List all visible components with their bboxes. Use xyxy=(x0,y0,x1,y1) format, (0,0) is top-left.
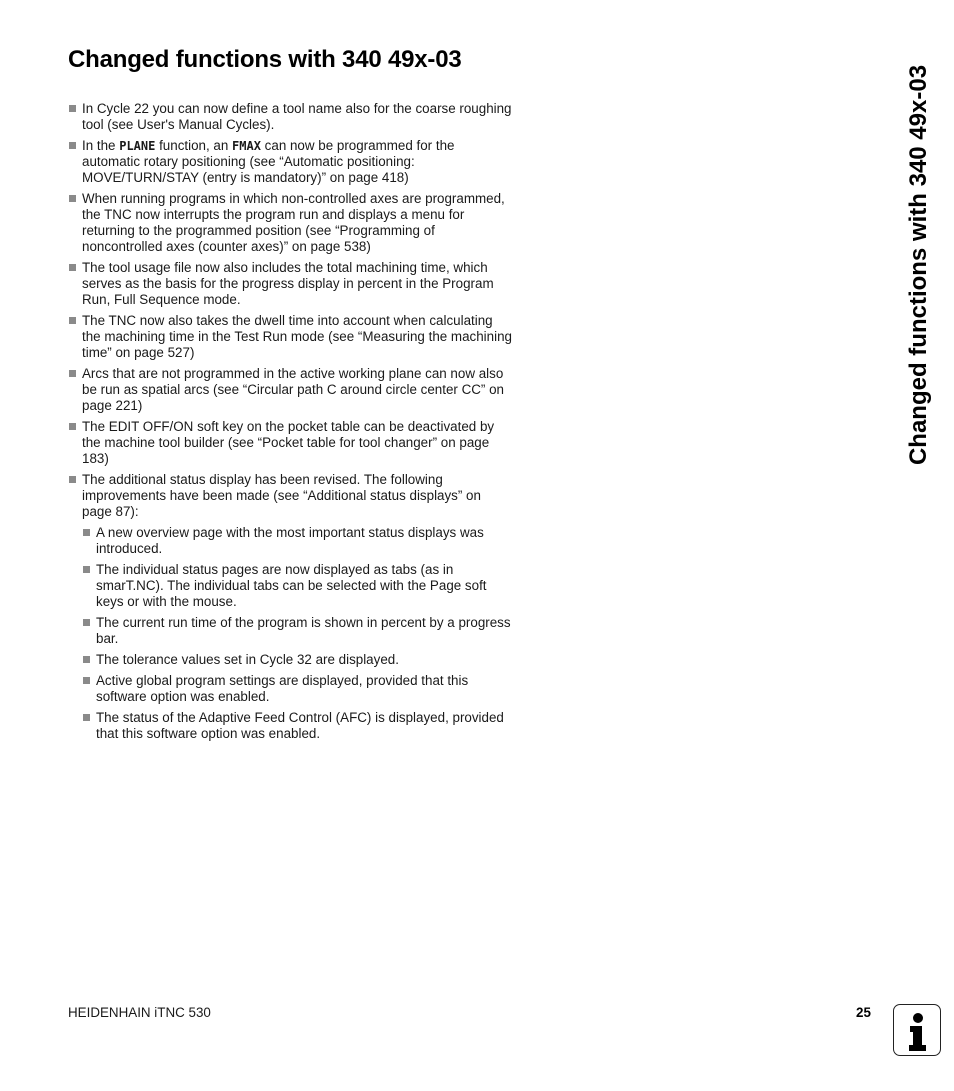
list-item xyxy=(68,472,513,742)
page-number: 25 xyxy=(856,1005,871,1020)
list-item: The TNC now also takes the dwell time into account when calculating the machining time in the Test Run mode (see “Measuring the machining time” on page 527) xyxy=(68,313,513,361)
list-item: Arcs that are not programmed in the active working plane can now also be run as spatial arcs (see “Circular path C around circle center CC” on page 221) xyxy=(68,366,513,414)
plane-code: PLANE xyxy=(119,139,156,153)
list-item-text: The additional status display has been revised. The following improvements have been made (see “Additional status displays” on page 87): xyxy=(82,472,481,519)
list-item: The tool usage file now also includes the total machining time, which serves as the basis for the progress display in percent in the Program Run, Full Sequence mode. xyxy=(68,260,513,308)
list-item xyxy=(68,138,513,186)
side-tab-title: Changed functions with 340 49x-03 xyxy=(905,64,932,466)
list-item: In Cycle 22 you can now define a tool name also for the coarse roughing tool (see User's Manual Cycles). xyxy=(68,101,513,133)
page-title: Changed functions with 340 49x-03 xyxy=(68,46,462,73)
list-item-text-pre: In the xyxy=(82,138,120,153)
info-icon-glyph xyxy=(894,1005,942,1057)
sub-list-item: Active global program settings are displayed, provided that this software option was enabled. xyxy=(82,673,513,705)
list-item: The EDIT OFF/ON soft key on the pocket table can be deactivated by the machine tool builder (see “Pocket table for tool changer” on page 183) xyxy=(68,419,513,467)
sub-list-item: A new overview page with the most important status displays was introduced. xyxy=(82,525,513,557)
info-icon xyxy=(893,1004,941,1056)
fmax-code: FMAX xyxy=(232,139,261,153)
status-display-sublist xyxy=(82,525,513,742)
sub-list-item: The individual status pages are now displayed as tabs (as in smarT.NC). The individual tabs can be selected with the Page soft keys or with the mouse. xyxy=(82,562,513,610)
sub-list-item: The current run time of the program is shown in percent by a progress bar. xyxy=(82,615,513,647)
sub-list-item: The status of the Adaptive Feed Control (AFC) is displayed, provided that this software option was enabled. xyxy=(82,710,513,742)
changes-list xyxy=(68,101,513,747)
sub-list-item: The tolerance values set in Cycle 32 are displayed. xyxy=(82,652,513,668)
list-item-text-post: can now be programmed for the automatic rotary positioning (see “Automatic positioning: MOVE/TURN/STAY (entry is mandatory)” on page 418) xyxy=(82,138,455,185)
footer-brand: HEIDENHAIN iTNC 530 xyxy=(68,1005,211,1020)
list-item-text-mid: function, an xyxy=(155,138,233,153)
list-item: When running programs in which non-controlled axes are programmed, the TNC now interrupts the program run and displays a menu for returning to the programmed position (see “Programming of noncontrolled axes (counter axes)” on page 538) xyxy=(68,191,513,255)
